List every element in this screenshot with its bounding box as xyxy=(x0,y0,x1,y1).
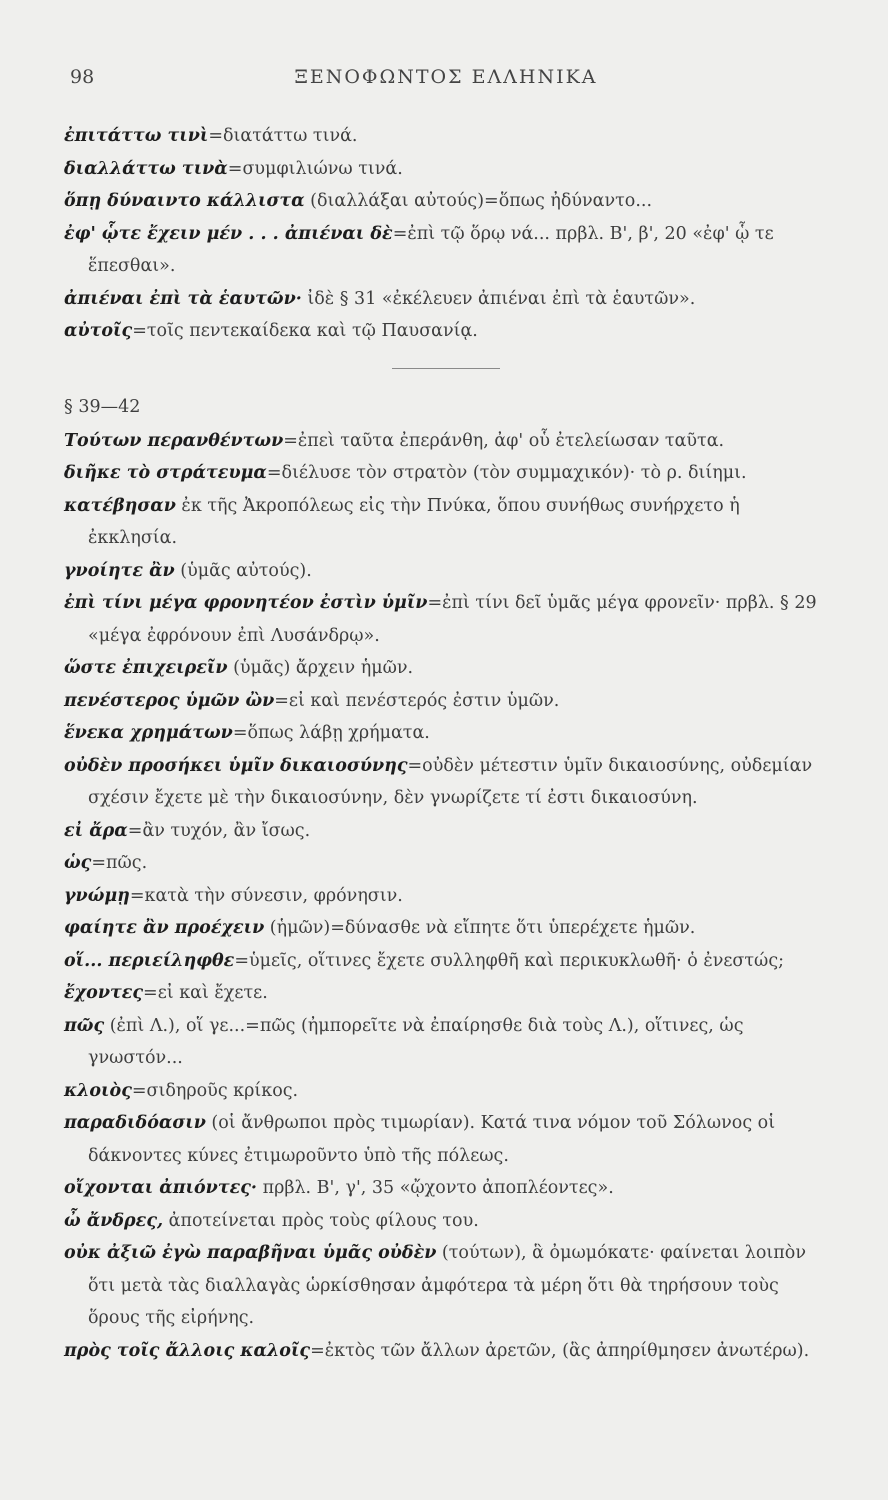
lemma: αὐτοῖς xyxy=(64,321,133,341)
commentary-entry xyxy=(64,685,828,718)
lemma: πρὸς τοῖς ἄλλοις καλοῖς xyxy=(64,1340,311,1361)
commentary-entry xyxy=(64,587,828,652)
gloss: =ἐκτὸς τῶν ἄλλων ἀρετῶν, (ἃς ἀπηρίθμησεν ἀνωτέρω). xyxy=(310,1340,810,1361)
section-divider xyxy=(392,368,500,369)
lemma: ἐπὶ τίνι μέγα φρονητέον ἐστὶν ὑμῖν xyxy=(64,593,428,613)
commentary-entry xyxy=(64,185,828,218)
gloss: =ἐπὶ τίνι δεῖ ὑμᾶς μέγα φρονεῖν· πρβλ. § 29 «μέγα ἐφρόνουν ἐπὶ Λυσάνδρῳ». xyxy=(88,593,817,646)
gloss: =ἂν τυχόν, ἂν ἴσως. xyxy=(127,820,311,841)
commentary-entry xyxy=(64,815,828,848)
gloss: =ὅπως λάβῃ χρήματα. xyxy=(232,723,430,743)
lemma: ἐπιτάττω τινὶ xyxy=(64,126,209,146)
lemma: ὡς xyxy=(64,853,92,873)
commentary-entry xyxy=(64,1205,828,1238)
commentary-entry xyxy=(64,717,828,750)
gloss: =διατάττω τινά. xyxy=(208,126,358,146)
lemma: οἴχονται ἀπιόντες· xyxy=(64,1178,257,1198)
gloss: =συμφιλιώνω τινά. xyxy=(227,158,403,179)
commentary-entry xyxy=(64,1237,828,1335)
lemma: διῆκε τὸ στράτευμα xyxy=(64,463,267,483)
commentary-entry xyxy=(64,977,828,1010)
commentary-entry xyxy=(64,283,828,316)
commentary-entry xyxy=(64,218,828,283)
commentary-entry xyxy=(64,457,828,490)
commentary-entry xyxy=(64,490,828,555)
gloss: (τούτων), ἃ ὀμωμόκατε· φαίνεται λοιπὸν ὅτι μετὰ τὰς διαλλαγὰς ὡρκίσθησαν ἀμφότερα τὰ μέρη ὅτι θὰ τηρήσουν τοὺς ὅρους τῆς εἰρήνης. xyxy=(88,1243,806,1328)
commentary-entry xyxy=(64,425,828,458)
gloss: (διαλλάξαι αὐτούς)=ὅπως ἠδύναντο... xyxy=(304,191,653,211)
page-number: 98 xyxy=(70,66,95,88)
lemma: Τούτων περανθέντων xyxy=(64,430,284,451)
commentary-entry xyxy=(64,750,828,815)
gloss: (ἡμῶν)=δύνασθε νὰ εἴπητε ὅτι ὑπερέχετε ἡμῶν. xyxy=(264,918,696,938)
commentary-entry xyxy=(64,652,828,685)
gloss: πρβλ. Β', γ', 35 «ᾤχοντο ἀποπλέοντες». xyxy=(257,1178,614,1198)
gloss: =πῶς. xyxy=(91,853,148,873)
lemma: ἔχοντες xyxy=(64,983,144,1003)
running-title: ΞΕΝΟΦΩΝΤΟΣ ΕΛΛΗΝΙΚΑ xyxy=(294,66,598,88)
gloss: =ἐπὶ τῷ ὅρῳ νά... πρβλ. Β', β', 20 «ἐφ' ᾧ τε ἕπεσθαι». xyxy=(88,223,774,276)
lemma: παραδιδόασιν xyxy=(64,1113,206,1133)
commentary-entry xyxy=(64,120,828,153)
lemma: ἐφ' ᾧτε ἔχειν μέν . . . ἀπιέναι δὲ xyxy=(64,223,393,244)
gloss: (οἱ ἄνθρωποι πρὸς τιμωρίαν). Κατά τινα νόμον τοῦ Σόλωνος οἱ δάκνοντες κύνες ἐτιμωροῦντο ὑπὸ τῆς πόλεως. xyxy=(88,1113,776,1166)
lemma: κλοιὸς xyxy=(64,1080,132,1101)
commentary-entry xyxy=(64,315,828,348)
gloss: (ἐπὶ Λ.), οἵ γε...=πῶς (ἠμπορεῖτε νὰ ἐπαίρησθε διὰ τοὺς Λ.), οἵτινες, ὡς γνωστόν... xyxy=(88,1015,744,1068)
gloss: ἀποτείνεται πρὸς τοὺς φίλους του. xyxy=(163,1210,479,1231)
gloss: =ὑμεῖς, οἵτινες ἔχετε συλληφθῆ καὶ περικυκλωθῆ· ὁ ἐνεστώς; xyxy=(234,950,785,971)
gloss: ἰδὲ § 31 «ἐκέλευεν ἀπιέναι ἐπὶ τὰ ἑαυτῶν». xyxy=(301,288,696,309)
commentary-entry xyxy=(64,912,828,945)
lemma: γνοίητε ἂν xyxy=(64,560,175,581)
gloss: =σιδηροῦς κρίκος. xyxy=(131,1080,299,1101)
lemma: ὥστε ἐπιχειρεῖν xyxy=(64,658,228,678)
gloss: =κατὰ τὴν σύνεσιν, φρόνησιν. xyxy=(129,885,403,906)
lemma: ἕνεκα χρημάτων xyxy=(64,723,233,743)
gloss: =τοῖς πεντεκαίδεκα καὶ τῷ Παυσανίᾳ. xyxy=(132,321,478,341)
gloss: =διέλυσε τὸν στρατὸν (τὸν συμμαχικόν)· τὸ ρ. διίημι. xyxy=(266,463,747,483)
running-head xyxy=(64,62,828,92)
lemma: γνώμῃ xyxy=(64,885,130,906)
commentary-entry xyxy=(64,1335,828,1368)
gloss: =οὐδὲν μέτεστιν ὑμῖν δικαιοσύνης, οὐδεμίαν σχέσιν ἔχετε μὲ τὴν δικαιοσύνην, δὲν γνωρίζετε τί ἐστι δικαιοσύνη. xyxy=(88,755,813,808)
commentary-entry xyxy=(64,1107,828,1172)
lemma: ὅπῃ δύναιντο κάλλιστα xyxy=(64,191,305,211)
lemma: πῶς xyxy=(64,1015,105,1036)
commentary-entry xyxy=(64,847,828,880)
commentary-entry xyxy=(64,880,828,913)
commentary-entry xyxy=(64,945,828,978)
gloss: =ἐπεὶ ταῦτα ἐπεράνθη, ἀφ' οὗ ἐτελείωσαν ταῦτα. xyxy=(283,430,725,451)
lemma: ἀπιέναι ἐπὶ τὰ ἑαυτῶν· xyxy=(64,288,302,309)
gloss: =εἰ καὶ πενέστερός ἐστιν ὑμῶν. xyxy=(274,690,560,711)
commentary-entry xyxy=(64,153,828,186)
lemma: οἵ... περιείληφθε xyxy=(64,950,235,971)
commentary-entry xyxy=(64,1010,828,1075)
lemma: πενέστερος ὑμῶν ὢν xyxy=(64,690,275,711)
commentary-entry xyxy=(64,1075,828,1108)
lemma: οὐκ ἀξιῶ ἐγὼ παραβῆναι ὑμᾶς οὐδὲν xyxy=(64,1243,437,1263)
section-reference: § 39—42 xyxy=(64,396,141,417)
commentary-block-2 xyxy=(64,425,828,1368)
gloss: (ὑμᾶς αὐτούς). xyxy=(174,560,312,581)
lemma: ὦ ἄνδρες, xyxy=(64,1210,164,1231)
lemma: διαλλάττω τινὰ xyxy=(64,158,228,179)
lemma: κατέβησαν xyxy=(64,495,176,516)
commentary-block-1 xyxy=(64,120,828,348)
lemma: φαίητε ἂν προέχειν xyxy=(64,918,265,938)
commentary-entry xyxy=(64,1172,828,1205)
lemma: οὐδὲν προσήκει ὑμῖν δικαιοσύνης xyxy=(64,755,408,776)
gloss: (ὑμᾶς) ἄρχειν ἡμῶν. xyxy=(227,658,414,678)
commentary-entry xyxy=(64,555,828,588)
lemma: εἰ ἄρα xyxy=(64,820,128,841)
gloss: =εἰ καὶ ἔχετε. xyxy=(143,983,268,1003)
gloss: ἐκ τῆς Ἀκροπόλεως εἰς τὴν Πνύκα, ὅπου συνήθως συνήρχετο ἡ ἐκκλησία. xyxy=(88,495,740,548)
